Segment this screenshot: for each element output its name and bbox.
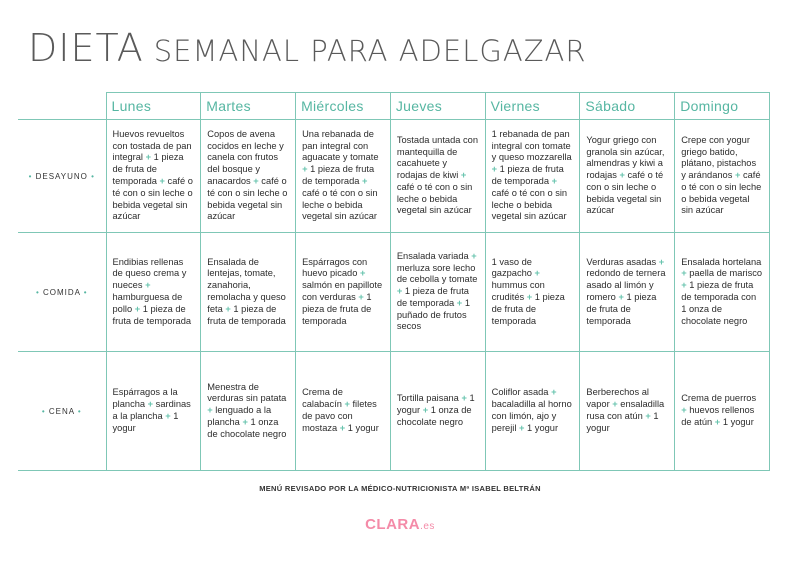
reviewer-credit: MENÚ REVISADO POR LA MÉDICO-NUTRICIONISTA Mª ISABEL BELTRÁN bbox=[259, 484, 541, 493]
plus-separator-icon: + bbox=[422, 405, 429, 416]
plus-separator-icon: + bbox=[681, 405, 687, 416]
day-header-sabado: Sábado bbox=[580, 93, 675, 120]
menu-cell: Berberechos al vapor + ensaladilla rusa con atún + 1 yogur bbox=[580, 352, 675, 471]
plus-separator-icon: + bbox=[145, 152, 152, 163]
plus-separator-icon: + bbox=[362, 176, 368, 186]
plus-separator-icon: + bbox=[612, 399, 618, 410]
diet-table bbox=[18, 92, 770, 471]
plus-separator-icon: + bbox=[526, 292, 533, 302]
day-header-lunes: Lunes bbox=[106, 93, 201, 120]
day-header-viernes: Viernes bbox=[485, 93, 580, 120]
plus-separator-icon: + bbox=[491, 164, 498, 175]
menu-cell: 1 rebanada de pan integral con tomate y queso mozzarella + 1 pieza de fruta de temporada + café o té con o sin leche o bebida vegetal sin azúcar bbox=[485, 120, 580, 233]
plus-separator-icon: + bbox=[147, 399, 154, 410]
menu-cell: 1 vaso de gazpacho + hummus con crudités + 1 pieza de fruta de temporada bbox=[485, 233, 580, 352]
day-header-jueves: Jueves bbox=[390, 93, 485, 120]
plus-separator-icon: + bbox=[681, 280, 687, 291]
menu-cell: Tostada untada con mantequilla de cacahuete y rodajas de kiwi + café o té con o sin leche o bebida vegetal sin azúcar bbox=[390, 120, 485, 233]
plus-separator-icon: + bbox=[165, 411, 171, 421]
meal-label-cena: • CENA • bbox=[18, 352, 106, 471]
plus-separator-icon: + bbox=[396, 286, 403, 297]
plus-separator-icon: + bbox=[344, 399, 350, 410]
menu-cell: Crema de puerros + huevos rellenos de atún + 1 yogur bbox=[675, 352, 770, 471]
menu-cell: Coliflor asada + bacaladilla al horno con limón, ajo y perejil + 1 yogur bbox=[485, 352, 580, 471]
plus-separator-icon: + bbox=[714, 416, 721, 427]
menu-cell: Yogur griego con granola sin azúcar, almendras y kiwi a rodajas + café o té con o sin leche o bebida vegetal sin azúcar bbox=[580, 120, 675, 233]
menu-cell: Ensalada variada + merluza sore lecho de cebolla y tomate + 1 pieza de fruta de temporada + 1 puñado de frutos secos bbox=[390, 233, 485, 352]
menu-cell: Copos de avena cocidos en leche y canela con frutos del bosque y anacardos + café o té con o sin leche o bebida vegetal sin azúcar bbox=[201, 120, 296, 233]
plus-separator-icon: + bbox=[456, 297, 463, 308]
day-header-miercoles: Miércoles bbox=[296, 93, 391, 120]
meal-row-comida bbox=[18, 233, 770, 352]
meal-row-cena bbox=[18, 352, 770, 471]
plus-separator-icon: + bbox=[207, 405, 213, 416]
plus-separator-icon: + bbox=[551, 387, 557, 398]
page-title bbox=[28, 26, 587, 70]
plus-separator-icon: + bbox=[460, 170, 467, 181]
menu-cell: Espárragos a la plancha + sardinas a la plancha + 1 yogur bbox=[106, 352, 201, 471]
menu-cell: Crema de calabacín + filetes de pavo con mostaza + 1 yogur bbox=[296, 352, 391, 471]
meal-label-comida: • COMIDA • bbox=[18, 233, 106, 352]
plus-separator-icon: + bbox=[359, 268, 366, 279]
plus-separator-icon: + bbox=[645, 411, 651, 421]
plus-separator-icon: + bbox=[658, 256, 665, 267]
plus-separator-icon: + bbox=[619, 170, 625, 181]
title-sub: SEMANAL PARA ADELGAZAR bbox=[153, 34, 587, 68]
plus-separator-icon: + bbox=[159, 176, 165, 186]
plus-separator-icon: + bbox=[734, 170, 741, 181]
menu-cell: Una rebanada de pan integral con aguacate y tomate + 1 pieza de fruta de temporada + café o té con o sin leche o bebida vegetal sin azúcar bbox=[296, 120, 391, 233]
plus-separator-icon: + bbox=[681, 268, 687, 279]
menu-cell: Ensalada hortelana + paella de marisco + 1 pieza de fruta de temporada con 1 onza de chocolate negro bbox=[675, 233, 770, 352]
day-header-row bbox=[18, 93, 770, 120]
plus-separator-icon: + bbox=[134, 303, 141, 314]
day-header-martes: Martes bbox=[201, 93, 296, 120]
menu-cell: Tortilla paisana + 1 yogur + 1 onza de chocolate negro bbox=[390, 352, 485, 471]
plus-separator-icon: + bbox=[551, 176, 558, 186]
plus-separator-icon: + bbox=[225, 303, 231, 314]
title-main: DIETA bbox=[28, 26, 144, 70]
menu-cell: Huevos revueltos con tostada de pan integral + 1 pieza de fruta de temporada + café o té con o sin leche o bebida vegetal sin azúcar bbox=[106, 120, 201, 233]
plus-separator-icon: + bbox=[339, 422, 346, 433]
meal-row-desayuno bbox=[18, 120, 770, 233]
menu-cell: Crepe con yogur griego batido, plátano, pistachos y arándanos + café o té con o sin leche o bebida vegetal sin azúcar bbox=[675, 120, 770, 233]
menu-cell: Espárragos con huevo picado + salmón en papillote con verduras + 1 pieza de fruta de temporada bbox=[296, 233, 391, 352]
logo-tld: .es bbox=[420, 521, 435, 532]
plus-separator-icon: + bbox=[618, 292, 624, 302]
menu-cell: Verduras asadas + redondo de ternera asado al limón y romero + 1 pieza de fruta de temporada bbox=[580, 233, 675, 352]
clara-logo[interactable] bbox=[0, 516, 800, 533]
plus-separator-icon: + bbox=[242, 416, 248, 427]
menu-cell: Ensalada de lentejas, tomate, zanahoria, remolacha y queso feta + 1 pieza de fruta de temporada bbox=[201, 233, 296, 352]
plus-separator-icon: + bbox=[302, 164, 308, 175]
plus-separator-icon: + bbox=[461, 393, 467, 404]
meal-label-desayuno: • DESAYUNO • bbox=[18, 120, 106, 233]
plus-separator-icon: + bbox=[253, 176, 259, 186]
corner-cell bbox=[18, 93, 106, 120]
plus-separator-icon: + bbox=[471, 250, 477, 261]
day-header-domingo: Domingo bbox=[675, 93, 770, 120]
plus-separator-icon: + bbox=[519, 422, 525, 433]
menu-cell: Menestra de verduras sin patata + lenguado a la plancha + 1 onza de chocolate negro bbox=[201, 352, 296, 471]
menu-cell: Endibias rellenas de queso crema y nueces + hamburguesa de pollo + 1 pieza de fruta de temporada bbox=[106, 233, 201, 352]
plus-separator-icon: + bbox=[358, 292, 364, 302]
logo-name: CLARA bbox=[365, 516, 421, 533]
plus-separator-icon: + bbox=[534, 268, 540, 279]
plus-separator-icon: + bbox=[145, 280, 151, 291]
